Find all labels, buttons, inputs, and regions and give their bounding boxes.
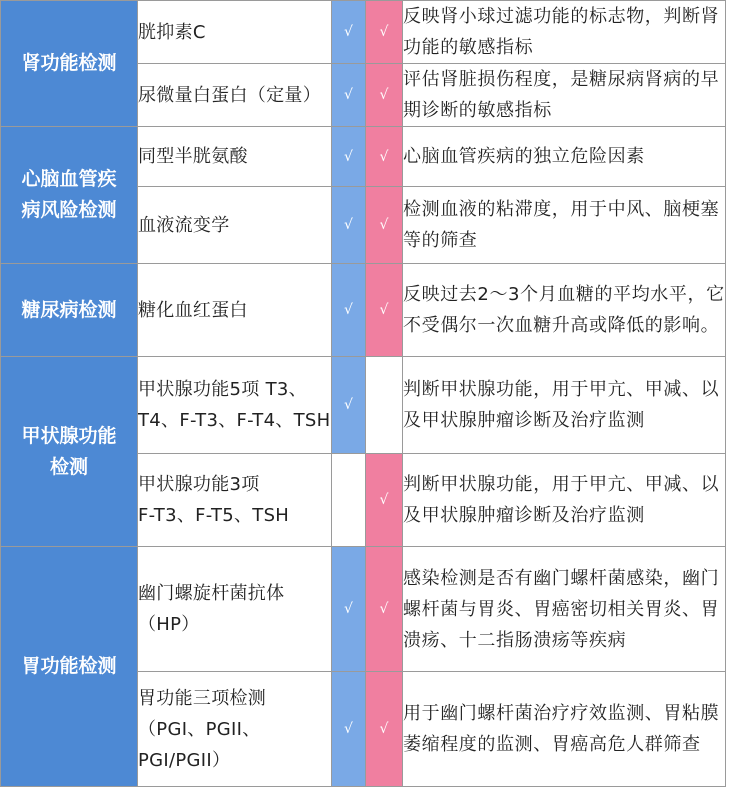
check-mark-a: √ bbox=[332, 127, 366, 187]
item-cell: 甲状腺功能3项 F-T3、F-T5、TSH bbox=[138, 454, 332, 547]
table-row bbox=[1, 357, 726, 454]
check-mark-a: √ bbox=[332, 357, 366, 454]
check-mark-a: √ bbox=[332, 672, 366, 787]
item-cell: 甲状腺功能5项 T3、T4、F-T3、F-T4、TSH bbox=[138, 357, 332, 454]
check-mark-b: √ bbox=[366, 454, 403, 547]
item-cell: 糖化血红蛋白 bbox=[138, 264, 332, 357]
description-cell: 判断甲状腺功能，用于甲亢、甲减、以及甲状腺肿瘤诊断及治疗监测 bbox=[403, 357, 726, 454]
description-cell: 判断甲状腺功能，用于甲亢、甲减、以及甲状腺肿瘤诊断及治疗监测 bbox=[403, 454, 726, 547]
check-mark-a: √ bbox=[332, 264, 366, 357]
description-cell: 感染检测是否有幽门螺杆菌感染，幽门螺杆菌与胃炎、胃癌密切相关胃炎、胃溃疡、十二指肠溃疡等疾病 bbox=[403, 547, 726, 672]
check-mark-b: √ bbox=[366, 547, 403, 672]
check-mark-a: √ bbox=[332, 64, 366, 127]
description-cell: 心脑血管疾病的独立危险因素 bbox=[403, 127, 726, 187]
check-mark-b: √ bbox=[366, 64, 403, 127]
category-cell: 肾功能检测 bbox=[1, 1, 138, 127]
item-cell: 同型半胱氨酸 bbox=[138, 127, 332, 187]
table-row bbox=[1, 127, 726, 187]
check-mark-a: √ bbox=[332, 187, 366, 264]
item-cell: 胃功能三项检测（PGI、PGII、PGI/PGII） bbox=[138, 672, 332, 787]
check-mark-a bbox=[332, 454, 366, 547]
description-cell: 评估肾脏损伤程度，是糖尿病肾病的早期诊断的敏感指标 bbox=[403, 64, 726, 127]
check-mark-b: √ bbox=[366, 672, 403, 787]
check-mark-b bbox=[366, 357, 403, 454]
check-mark-b: √ bbox=[366, 1, 403, 64]
item-cell: 胱抑素C bbox=[138, 1, 332, 64]
description-cell: 反映过去2～3个月血糖的平均水平，它不受偶尔一次血糖升高或降低的影响。 bbox=[403, 264, 726, 357]
check-mark-b: √ bbox=[366, 264, 403, 357]
check-mark-b: √ bbox=[366, 127, 403, 187]
category-cell: 甲状腺功能检测 bbox=[1, 357, 138, 547]
check-mark-a: √ bbox=[332, 1, 366, 64]
category-cell: 心脑血管疾病风险检测 bbox=[1, 127, 138, 264]
check-mark-b: √ bbox=[366, 187, 403, 264]
item-cell: 幽门螺旋杆菌抗体（HP） bbox=[138, 547, 332, 672]
table-row bbox=[1, 547, 726, 672]
table-row bbox=[1, 1, 726, 64]
description-cell: 检测血液的粘滞度，用于中风、脑梗塞等的筛查 bbox=[403, 187, 726, 264]
description-cell: 反映肾小球过滤功能的标志物，判断肾功能的敏感指标 bbox=[403, 1, 726, 64]
category-cell: 糖尿病检测 bbox=[1, 264, 138, 357]
table-row bbox=[1, 264, 726, 357]
category-cell: 胃功能检测 bbox=[1, 547, 138, 787]
description-cell: 用于幽门螺杆菌治疗疗效监测、胃粘膜萎缩程度的监测、胃癌高危人群筛查 bbox=[403, 672, 726, 787]
check-mark-a: √ bbox=[332, 547, 366, 672]
item-cell: 血液流变学 bbox=[138, 187, 332, 264]
item-cell: 尿微量白蛋白（定量） bbox=[138, 64, 332, 127]
